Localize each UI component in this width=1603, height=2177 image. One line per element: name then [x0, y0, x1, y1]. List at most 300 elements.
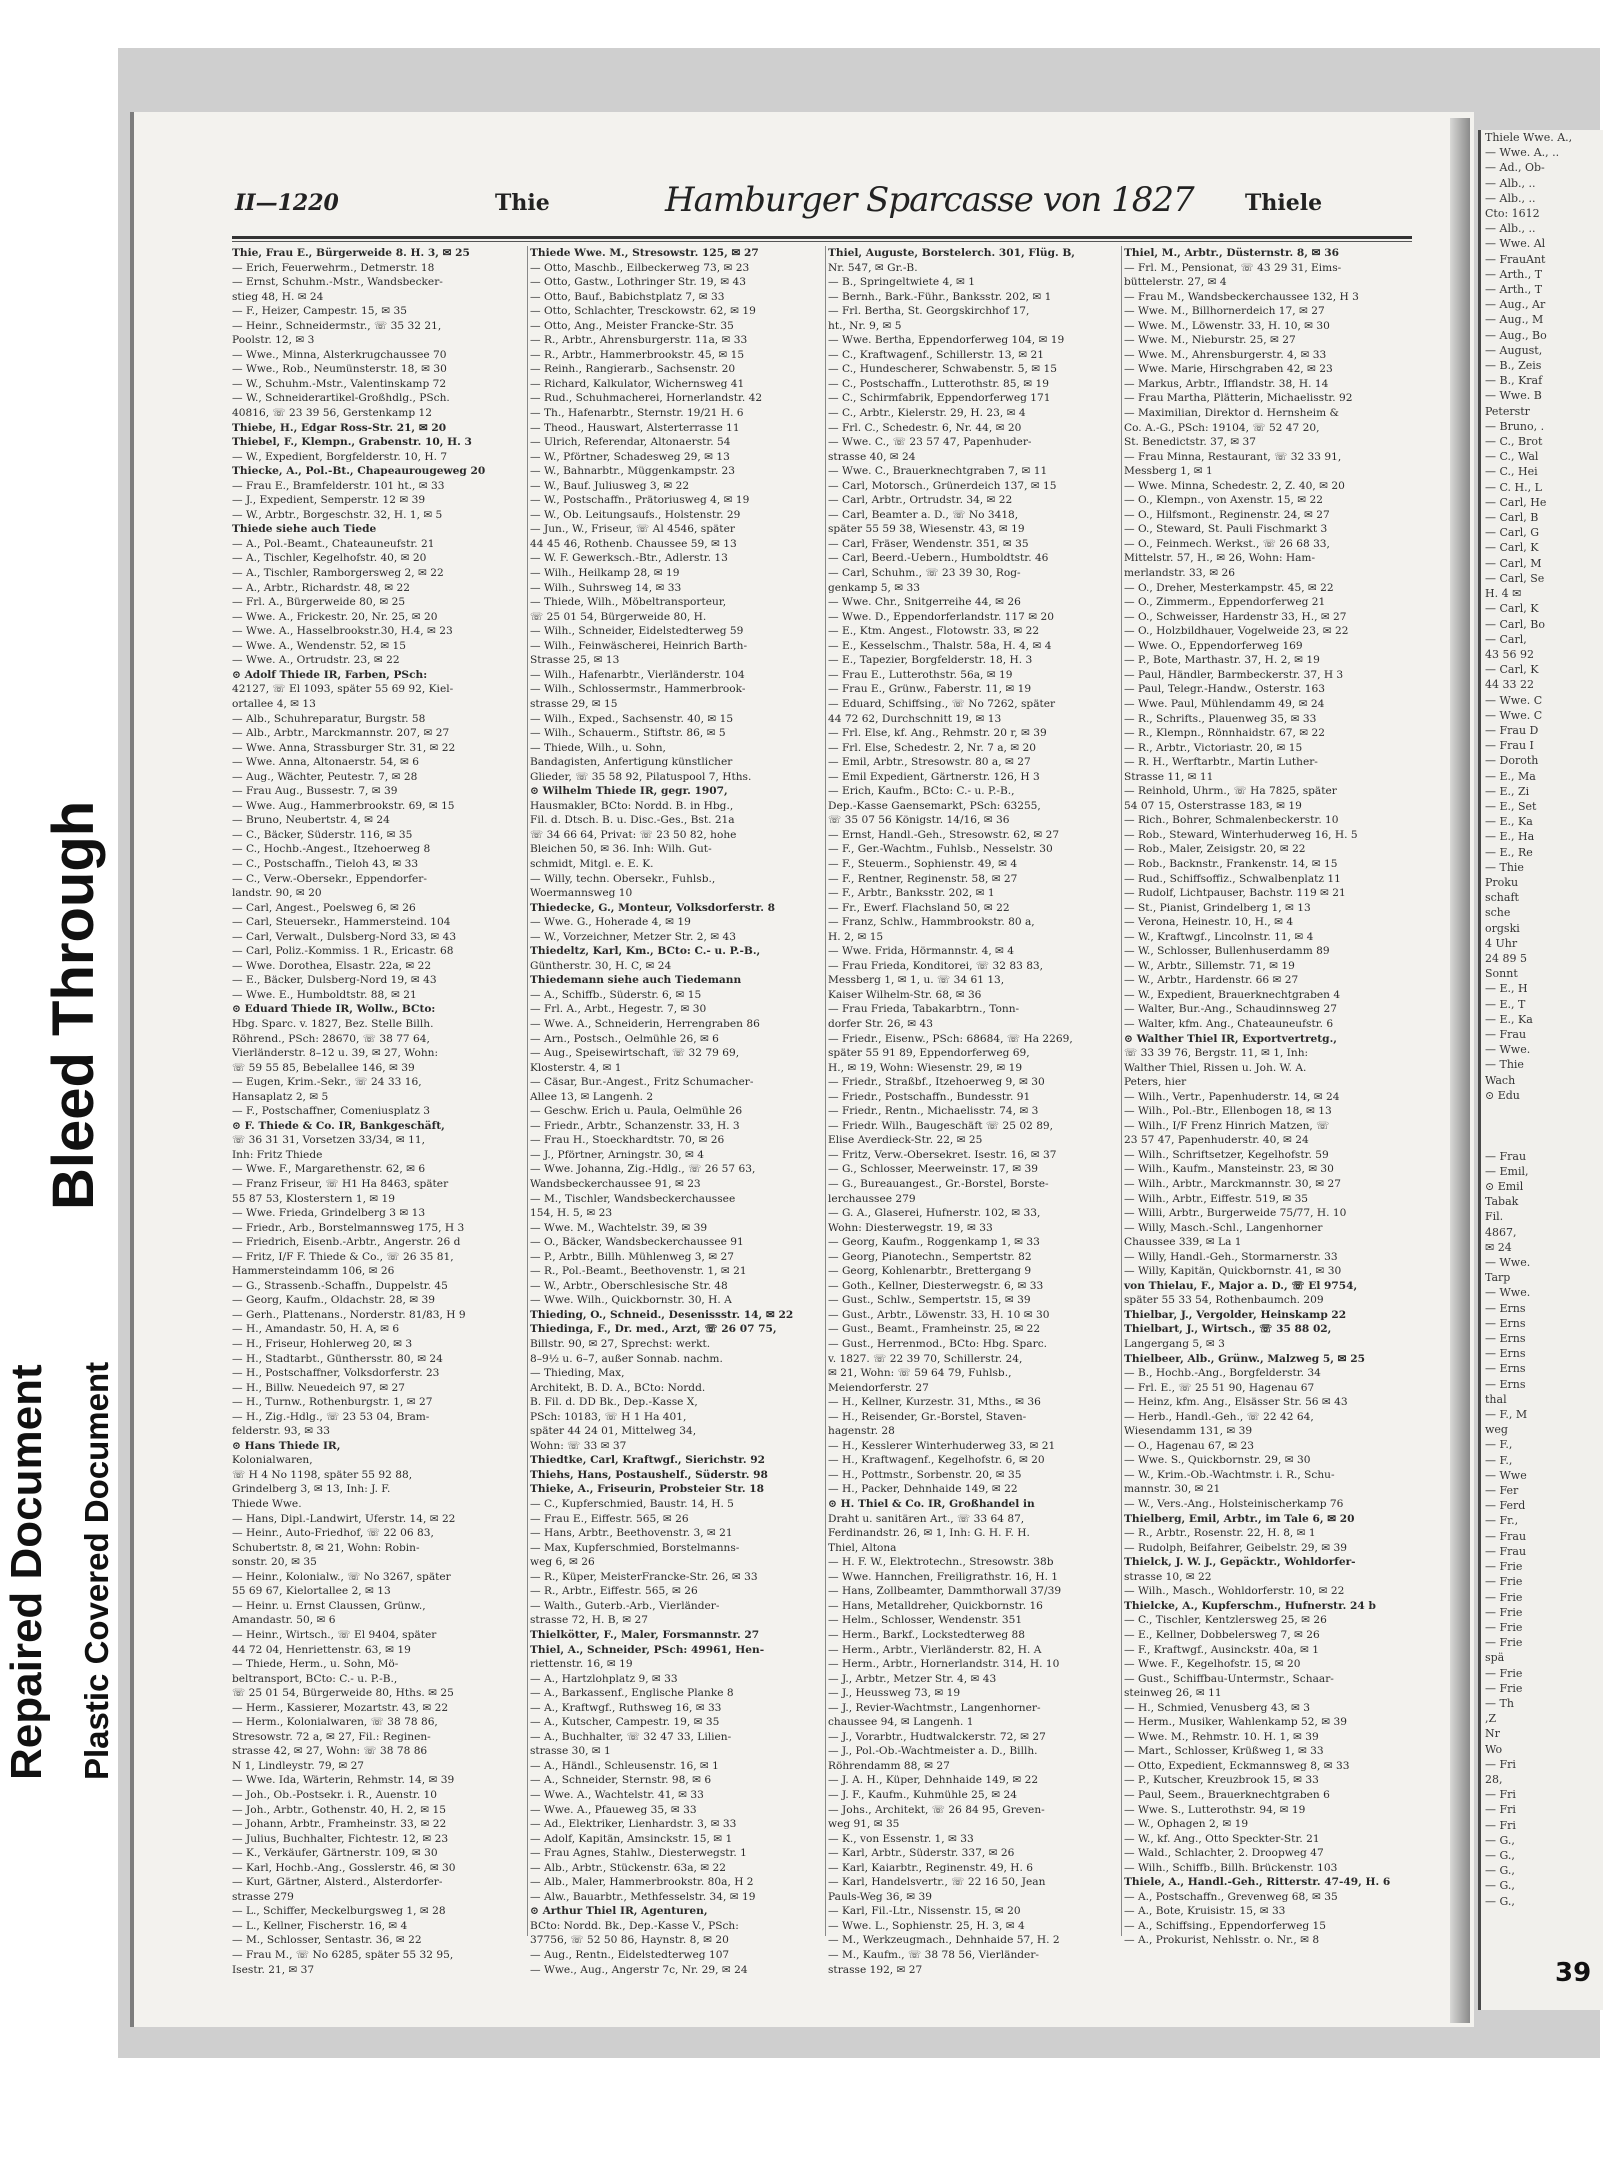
directory-entry-line: ☏ 35 07 56 Königstr. 14/16, ✉ 36: [828, 814, 1010, 827]
directory-entry-line: — Ulrich, Referendar, Altonaerstr. 54: [530, 436, 731, 449]
directory-entry-line: — H., Stadtarbt., Günthersstr. 80, ✉ 24: [232, 1352, 443, 1365]
directory-entry-line: ⊙ Walther Thiel IR, Exportvertretg.,: [1124, 1032, 1337, 1045]
directory-entry-line: — F., Arbtr., Banksstr. 202, ✉ 1: [828, 887, 995, 900]
directory-entry-line: — Wwe. F., Margarethenstr. 62, ✉ 6: [232, 1163, 426, 1176]
directory-entry-line: — J., Revier-Wachtmstr., Langenhorner-: [828, 1701, 1041, 1714]
directory-entry-line: — Thieding, Max,: [530, 1367, 625, 1380]
adjacent-page-line: 24 89 5: [1485, 951, 1527, 965]
adjacent-page-line: — B., Kraf: [1485, 374, 1543, 388]
adjacent-page-line: schaft: [1485, 891, 1519, 905]
directory-entry-line: — W., Kraftwgf., Lincolnstr. 11, ✉ 4: [1124, 930, 1314, 943]
adjacent-page-line: Sonnt: [1485, 967, 1518, 981]
adjacent-page-line: — Aug., Bo: [1485, 328, 1547, 342]
directory-entry-line: — Frau E., Lutterothstr. 56a, ✉ 19: [828, 668, 1013, 681]
adjacent-page-line: — Frie: [1485, 1605, 1523, 1619]
directory-entry-line: — Georg, Pianotechn., Sempertstr. 82: [828, 1250, 1032, 1263]
directory-entry-line: 42127, ☏ El 1093, später 55 69 92, Kiel-: [232, 683, 454, 696]
adjacent-page-line: — G.,: [1485, 1833, 1515, 1847]
directory-entry-line: — Mart., Schlosser, Krüßweg 1, ✉ 33: [1124, 1745, 1324, 1758]
directory-entry-line: — Herm., Kassierer, Mozartstr. 43, ✉ 22: [232, 1701, 449, 1714]
directory-entry-line: Thie, Frau E., Bürgerweide 8. H. 3, ✉ 25: [232, 247, 470, 259]
directory-entry-line: — Otto, Bauf., Babichstplatz 7, ✉ 33: [530, 290, 725, 303]
adjacent-page-line: — Carl,: [1485, 632, 1527, 646]
directory-entry-line: Bleichen 50, ✉ 36. Inh: Wilh. Gut-: [530, 843, 712, 856]
directory-entry-line: — H., Amandastr. 50, H. A, ✉ 6: [232, 1323, 400, 1336]
directory-entry-line: 37756, ☏ 52 50 86, Haynstr. 8, ✉ 20: [530, 1934, 729, 1947]
directory-entry-line: Wandsbeckerchaussee 91, ✉ 23: [530, 1178, 701, 1190]
directory-entry-line: — H., Turnw., Rothenburgstr. 1, ✉ 27: [232, 1396, 433, 1409]
adjacent-page-line: — Wwe. C: [1485, 708, 1543, 722]
directory-entry-line: — Wwe. Frida, Hörmannstr. 4, ✉ 4: [828, 945, 1015, 958]
directory-entry-line: — C., Kraftwagenf., Schillerstr. 13, ✉ 21: [828, 348, 1044, 361]
directory-entry-line: Ferdinandstr. 26, ✉ 1, Inh: G. H. F. H.: [828, 1527, 1030, 1540]
adjacent-page-line: — Wwe. C: [1485, 693, 1543, 707]
directory-entry-line: ⊙ Adolf Thiede IR, Farben, PSch:: [232, 668, 428, 681]
adjacent-page-line: — Erns: [1485, 1332, 1526, 1346]
directory-entry-line: — Thiede, Herm., u. Sohn, Mö-: [232, 1658, 399, 1671]
adjacent-page-line: — Carl, M: [1485, 556, 1542, 570]
directory-entry-line: Thielbart, J., Wirtsch., ☏ 35 88 02,: [1124, 1323, 1332, 1336]
directory-entry-line: — W., kf. Ang., Otto Speckter-Str. 21: [1124, 1832, 1320, 1845]
directory-entry-line: felderstr. 93, ✉ 33: [232, 1425, 330, 1438]
adjacent-page-line: 44 33 22: [1485, 678, 1534, 692]
adjacent-page-line: — C., Brot: [1485, 435, 1543, 449]
directory-entry-line: PSch: 10183, ☏ H 1 Ha 401,: [530, 1410, 687, 1423]
directory-entry-line: — Otto, Gastw., Lothringer Str. 19, ✉ 43: [530, 276, 746, 289]
directory-entry-line: Draht u. sanitären Art., ☏ 33 64 87,: [828, 1512, 1025, 1525]
directory-entry-line: Röhrendamm 88, ✉ 27: [828, 1759, 950, 1772]
adjacent-page-line: [1481, 1103, 1603, 1118]
directory-entry-line: BCto: Nordd. Bk., Dep.-Kasse V., PSch:: [530, 1919, 739, 1932]
column-divider: [825, 246, 826, 1936]
adjacent-page-line: — Frie: [1485, 1575, 1523, 1589]
directory-entry-line: — B., Hochb.-Ang., Borgfelderstr. 34: [1124, 1367, 1321, 1380]
directory-entry-line: — A., Bote, Kruisistr. 15, ✉ 33: [1124, 1905, 1286, 1918]
directory-entry-line: — Frl. A., Arbt., Hegestr. 7, ✉ 30: [530, 1003, 707, 1016]
adjacent-page-line: weg: [1485, 1423, 1508, 1437]
directory-entry-line: — Wwe. Dorothea, Elsastr. 22a, ✉ 22: [232, 959, 432, 972]
directory-entry-line: — Frau Minna, Restaurant, ☏ 32 33 91,: [1124, 450, 1342, 463]
directory-entry-line: — Wilh., Schriftsetzer, Kegelhofstr. 59: [1124, 1148, 1329, 1161]
directory-entry-line: — F., Postschaffner, Comeniusplatz 3: [232, 1105, 430, 1118]
directory-entry-line: Hbg. Sparc. v. 1827, Bez. Stelle Billh.: [232, 1017, 434, 1030]
directory-entry-line: — W., Bahnarbtr., Müggenkampstr. 23: [530, 465, 735, 478]
directory-entry-line: — A., Postschaffn., Grevenweg 68, ✉ 35: [1124, 1890, 1338, 1903]
directory-entry-line: — C., Postschaffn., Lutterothstr. 85, ✉ 19: [828, 377, 1049, 390]
adjacent-page-line: — August,: [1485, 343, 1543, 357]
directory-entry-line: — Wilh., Feinwäscherei, Heinrich Barth-: [530, 639, 748, 652]
directory-entry-line: — Wwe. Anna, Strassburger Str. 31, ✉ 22: [232, 741, 456, 754]
directory-entry-line: — O., Hagenau 67, ✉ 23: [1124, 1439, 1255, 1452]
directory-entry-line: — C., Tischler, Kentzlersweg 25, ✉ 26: [1124, 1614, 1327, 1627]
directory-entry-line: riettenstr. 16, ✉ 19: [530, 1658, 633, 1671]
directory-entry-line: strasse 30, ✉ 1: [530, 1745, 611, 1758]
directory-entry-line: — Wilh., Kaufm., Mansteinstr. 23, ✉ 30: [1124, 1163, 1334, 1176]
directory-entry-line: Wiesendamm 131, ✉ 39: [1124, 1425, 1253, 1438]
adjacent-page-line: — Erns: [1485, 1362, 1526, 1376]
directory-entry-line: — A., Tischler, Kegelhofstr. 40, ✉ 20: [232, 552, 427, 565]
directory-entry-line: — W., Arbtr., Hardenstr. 66 ✉ 27: [1124, 974, 1299, 987]
directory-entry-line: — O., Holzbildhauer, Vogelweide 23, ✉ 22: [1124, 625, 1349, 638]
adjacent-page-line: Tabak: [1485, 1195, 1519, 1209]
adjacent-page-line: — FrauAnt: [1485, 252, 1546, 266]
directory-entry-line: — St., Pianist, Grindelberg 1, ✉ 13: [1124, 901, 1311, 914]
directory-entry-line: Messberg 1, ✉ 1, u. ☏ 34 61 13,: [828, 974, 1005, 987]
adjacent-page-line: — Fri: [1485, 1818, 1516, 1832]
directory-entry-line: — Wwe. Aug., Hammerbrookstr. 69, ✉ 15: [232, 799, 455, 812]
directory-entry-line: — Herb., Handl.-Geh., ☏ 22 42 64,: [1124, 1410, 1314, 1423]
directory-entry-line: — A., Kutscher, Campestr. 19, ✉ 35: [530, 1716, 720, 1729]
directory-entry-line: — Johs., Architekt, ☏ 26 84 95, Greven-: [828, 1803, 1045, 1816]
directory-entry-line: — Wwe. A., Frickestr. 20, Nr. 25, ✉ 20: [232, 610, 438, 623]
directory-entry-line: — P., Bote, Marthastr. 37, H. 2, ✉ 19: [1124, 654, 1320, 667]
directory-entry-line: — Frau Frieda, Tabakarbtrn., Tonn-: [828, 1003, 1020, 1016]
directory-entry-line: — Hans, Arbtr., Beethovenstr. 3, ✉ 21: [530, 1527, 733, 1540]
directory-entry-line: Dep.-Kasse Gaensemarkt, PSch: 63255,: [828, 799, 1041, 812]
adjacent-page-line: — Frau I: [1485, 739, 1534, 753]
adjacent-page-line: H. 4 ✉: [1485, 587, 1522, 601]
directory-entry-line: — Herm., Arbtr., Vierländerstr. 82, H. A: [828, 1643, 1042, 1656]
directory-entry-line: — Wald., Schlachter, 2. Droopweg 47: [1124, 1847, 1324, 1860]
directory-entry-line: — E., Bäcker, Dulsberg-Nord 19, ✉ 43: [232, 974, 437, 987]
adjacent-page-line: — F.,: [1485, 1438, 1513, 1452]
adjacent-page-line: Fil.: [1485, 1210, 1504, 1224]
directory-entry-line: merlandstr. 33, ✉ 26: [1124, 567, 1235, 580]
adjacent-page-line: — C., Hei: [1485, 465, 1538, 479]
adjacent-page-line: — Erns: [1485, 1301, 1526, 1315]
directory-entry-line: beltransport, BCto: C.- u. P.-B.,: [232, 1672, 398, 1685]
column-divider: [1121, 246, 1122, 1936]
directory-entry-line: — Ernst, Schuhm.-Mstr., Wandsbecker-: [232, 276, 443, 289]
directory-entry-line: — Franz Friseur, ☏ H1 Ha 8463, später: [232, 1178, 449, 1190]
adjacent-page-line: — Emil,: [1485, 1164, 1529, 1178]
directory-entry-line: Wohn: ☏ 33 ✉ 37: [530, 1439, 627, 1452]
adjacent-page-line: — G.,: [1485, 1879, 1515, 1893]
directory-entry-line: — Carl, Beamter a. D., ☏ No 3418,: [828, 508, 1019, 521]
directory-entry-line: — Cäsar, Bur.-Angest., Fritz Schumacher-: [530, 1076, 754, 1089]
adjacent-page-line: Peterstr: [1485, 404, 1530, 418]
directory-entry-line: — Otto, Ang., Meister Francke-Str. 35: [530, 319, 734, 332]
directory-entry-line: Strasse 25, ✉ 13: [530, 654, 620, 667]
directory-entry-line: — W., Schlosser, Bullenhuserdamm 89: [1124, 945, 1330, 958]
directory-entry-line: lerchaussee 279: [828, 1192, 916, 1205]
directory-entry-line: — Paul, Händler, Barmbeckerstr. 37, H 3: [1124, 668, 1344, 681]
directory-entry-line: — J., Expedient, Semperstr. 12 ✉ 39: [232, 494, 426, 507]
directory-entry-line: Co. A.-G., PSch: 19104, ☏ 52 47 20,: [1124, 421, 1320, 434]
directory-entry-line: — Julius, Buchhalter, Fichtestr. 12, ✉ 23: [232, 1832, 449, 1845]
directory-entry-line: — W., Arbtr., Borgeschstr. 32, H. 1, ✉ 5: [232, 508, 443, 521]
directory-entry-line: 154, H. 5, ✉ 23: [530, 1207, 613, 1220]
directory-entry-line: — Bernh., Bark.-Führ., Banksstr. 202, ✉ 1: [828, 290, 1052, 303]
directory-entry-line: strasse 192, ✉ 27: [828, 1963, 923, 1976]
directory-entry-line: — O., Feinmech. Werkst., ☏ 26 68 33,: [1124, 537, 1330, 550]
directory-entry-line: ⊙ Hans Thiede IR,: [232, 1439, 341, 1452]
directory-entry-line: — Wwe. A., Pfaueweg 35, ✉ 33: [530, 1803, 697, 1816]
page-number: 39: [1555, 1958, 1592, 1988]
directory-entry-line: Wohn: Diesterwegstr. 19, ✉ 33: [828, 1221, 993, 1234]
directory-entry-line: — Aug., Speisewirtschaft, ☏ 32 79 69,: [530, 1047, 740, 1060]
adjacent-page-line: — Th: [1485, 1696, 1514, 1710]
directory-entry-line: — H., Reisender, Gr.-Borstel, Staven-: [828, 1410, 1027, 1423]
directory-entry-line: — Paul, Telegr.-Handw., Osterstr. 163: [1124, 683, 1326, 696]
directory-entry-line: — Paul, Seem., Brauerknechtgraben 6: [1124, 1788, 1330, 1801]
directory-entry-line: Thiedtke, Carl, Kraftwgf., Sierichstr. 92: [530, 1454, 766, 1467]
directory-entry-line: — J., Arbtr., Metzer Str. 4, ✉ 43: [828, 1672, 997, 1685]
directory-entry-line: — R., Klempn., Rönnhaidstr. 67, ✉ 22: [1124, 727, 1325, 740]
adjacent-page-line: — Fri: [1485, 1803, 1516, 1817]
directory-entry-line: — Wwe. M., Rehmstr. 10. H. 1, ✉ 39: [1124, 1730, 1319, 1743]
directory-entry-line: strasse 10, ✉ 22: [1124, 1570, 1212, 1583]
adjacent-page-line: — Alb., ..: [1485, 176, 1536, 190]
directory-entry-line: — K., Verkäufer, Gärtnerstr. 109, ✉ 30: [232, 1847, 438, 1860]
directory-entry-line: — Wwe. M., Nieburstr. 25, ✉ 27: [1124, 334, 1296, 347]
directory-entry-line: — A., Arbtr., Richardstr. 48, ✉ 22: [232, 581, 411, 594]
directory-entry-line: — Rudolph, Beifahrer, Geibelstr. 29, ✉ 39: [1124, 1541, 1347, 1554]
directory-entry-line: — J. A. H., Küper, Dehnhaide 149, ✉ 22: [828, 1774, 1039, 1787]
header-rule-thin: [232, 241, 1412, 242]
adjacent-page-line: — Frie: [1485, 1620, 1523, 1634]
directory-entry-line: — Wilh., Schauerm., Stiftstr. 86, ✉ 5: [530, 727, 726, 740]
directory-entry-line: — Wilh., I/F Frenz Hinrich Matzen, ☏: [1124, 1119, 1330, 1132]
adjacent-page-line: — Arth., T: [1485, 267, 1543, 281]
directory-entry-line: — Walter, kfm. Ang., Chateauneufstr. 6: [1124, 1017, 1334, 1030]
directory-entry-line: — Aug., Rentn., Eidelstedterweg 107: [530, 1948, 730, 1961]
directory-entry-line: — Carl, Arbtr., Ortrudstr. 34, ✉ 22: [828, 494, 1013, 507]
directory-entry-line: — Otto, Schlachter, Tresckowstr. 62, ✉ 19: [530, 305, 756, 318]
adjacent-page-line: — Frau: [1485, 1027, 1527, 1041]
directory-entry-line: — Herm., Arbtr., Hornerlandstr. 314, H. 10: [828, 1658, 1060, 1671]
directory-entry-line: — Wwe. Marie, Hirschgraben 42, ✉ 23: [1124, 363, 1333, 376]
directory-entry-line: — Willy, Masch.-Schl., Langenhorner: [1124, 1221, 1323, 1234]
directory-entry-line: — H., Billw. Neuedeich 97, ✉ 27: [232, 1381, 405, 1394]
directory-entry-line: — A., Barkassenf., Englische Planke 8: [530, 1687, 734, 1700]
directory-entry-line: — H., Kraftwagenf., Kegelhofstr. 6, ✉ 20: [828, 1454, 1045, 1467]
directory-entry-line: Kolonialwaren,: [232, 1454, 313, 1467]
directory-entry-line: Walther Thiel, Rissen u. Joh. W. A.: [1124, 1061, 1307, 1074]
adjacent-page-line: — Fri: [1485, 1788, 1516, 1802]
directory-entry-line: Chaussee 339, ✉ La 1: [1124, 1236, 1242, 1249]
directory-entry-line: ☏ 25 01 54, Bürgerweide 80, H.: [530, 610, 707, 623]
directory-entry-line: — Wwe. Minna, Schedestr. 2, Z. 40, ✉ 20: [1124, 479, 1345, 492]
directory-entry-line: Thiebel, F., Klempn., Grabenstr. 10, H. 3: [232, 436, 472, 449]
directory-entry-line: ✉ 21, Wohn: ☏ 59 64 79, Fuhlsb.,: [828, 1367, 1012, 1380]
directory-entry-line: — Ad., Elektriker, Lienhardstr. 3, ✉ 33: [530, 1818, 737, 1831]
adjacent-page-line: ✉ 24: [1485, 1240, 1512, 1254]
adjacent-page-line: ,Z: [1485, 1712, 1497, 1726]
adjacent-page-line: — Fri: [1485, 1757, 1516, 1771]
adjacent-page-line: — B., Zeis: [1485, 359, 1542, 373]
directory-entry-line: Thiehs, Hans, Postaushelf., Süderstr. 98: [530, 1468, 768, 1481]
directory-entry-line: Poolstr. 12, ✉ 3: [232, 334, 315, 347]
directory-entry-line: — Friedr., Arb., Borstelmannsweg 175, H 3: [232, 1221, 465, 1234]
directory-entry-line: — P., Kutscher, Kreuzbrook 15, ✉ 33: [1124, 1774, 1319, 1787]
directory-entry-line: — Helm., Schlosser, Wendenstr. 351: [828, 1614, 1023, 1627]
directory-entry-line: — H., Postschaffner, Volksdorferstr. 23: [232, 1367, 440, 1380]
directory-entry-line: — Wilh., Schlossermstr., Hammerbrook-: [530, 683, 746, 696]
bleed-through-label: Bleed Through: [41, 800, 106, 1210]
directory-entry-line: — C., Verw.-Obersekr., Eppendorfer-: [232, 872, 427, 885]
directory-entry-line: — Carl, Poliz.-Kommiss. 1 R., Ericastr. 68: [232, 945, 454, 958]
directory-entry-line: N 1, Lindleystr. 79, ✉ 27: [232, 1759, 365, 1772]
directory-entry-line: Hausmakler, BCto: Nordd. B. in Hbg.,: [530, 799, 734, 812]
directory-entry-line: — A., Händl., Schleusenstr. 16, ✉ 1: [530, 1759, 719, 1772]
directory-entry-line: — Karl, Hochb.-Ang., Gosslerstr. 46, ✉ 30: [232, 1861, 456, 1874]
directory-column-4: [1124, 246, 1419, 1946]
adjacent-page-line: [1481, 1133, 1603, 1148]
directory-entry-line: — Friedr. Wilh., Baugeschäft ☏ 25 02 89,: [828, 1119, 1054, 1132]
directory-entry-line: — H., Schmied, Venusberg 43, ✉ 3: [1124, 1701, 1311, 1714]
directory-entry-line: — Rudolf, Lichtpauser, Bachstr. 119 ✉ 21: [1124, 887, 1346, 900]
directory-entry-line: — L., Schiffer, Meckelburgsweg 1, ✉ 28: [232, 1905, 446, 1918]
directory-entry-line: — Alb., Arbtr., Marckmannstr. 207, ✉ 27: [232, 727, 450, 740]
adjacent-page-line: — E., Ka: [1485, 1012, 1533, 1026]
directory-entry-line: — Willy, Handl.-Geh., Stormarnerstr. 33: [1124, 1250, 1338, 1263]
directory-entry-line: — E., Kesselschm., Thalstr. 58a, H. 4, ✉ 4: [828, 639, 1052, 652]
directory-entry-line: — R., Arbtr., Hammerbrookstr. 45, ✉ 15: [530, 348, 745, 361]
adjacent-page-line: Nr: [1485, 1727, 1500, 1741]
directory-entry-line: — Frau E., Bramfelderstr. 101 ht., ✉ 33: [232, 479, 445, 492]
directory-column-2: [530, 246, 825, 1976]
directory-entry-line: H. 2, ✉ 15: [828, 930, 884, 943]
directory-entry-line: — G., Bureauangest., Gr.-Borstel, Borste-: [828, 1178, 1049, 1190]
directory-entry-line: — Wilh., Arbtr., Eiffestr. 519, ✉ 35: [1124, 1192, 1309, 1205]
directory-entry-line: — Wwe. Chr., Snitgerreihe 44, ✉ 26: [828, 596, 1021, 609]
directory-entry-line: — A., Prokurist, Nehlsstr. o. Nr., ✉ 8: [1124, 1934, 1320, 1947]
directory-entry-line: — Joh., Arbtr., Gothenstr. 40, H. 2, ✉ 15: [232, 1803, 446, 1816]
adjacent-page-line: — G.,: [1485, 1864, 1515, 1878]
adjacent-page-line: — Wwe. Al: [1485, 237, 1546, 251]
directory-entry-line: — Friedrich, Eisenb.-Arbtr., Angerstr. 26 d: [232, 1236, 461, 1249]
directory-entry-line: — M., Schlosser, Sentastr. 36, ✉ 22: [232, 1934, 422, 1947]
directory-entry-line: 40816, ☏ 23 39 56, Gerstenkamp 12: [232, 407, 432, 420]
directory-entry-line: — J., Heussweg 73, ✉ 19: [828, 1687, 961, 1700]
directory-entry-line: — Karl, Fil.-Ltr., Nissenstr. 15, ✉ 20: [828, 1905, 1021, 1918]
page-header: [225, 180, 1415, 236]
directory-entry-line: — Frl. M., Pensionat, ☏ 43 29 31, Eims-: [1124, 261, 1342, 274]
adjacent-page-line: sche: [1485, 906, 1511, 920]
directory-entry-line: — H., Pottmstr., Sorbenstr. 20, ✉ 35: [828, 1468, 1022, 1481]
adjacent-page-line: — Fr.,: [1485, 1514, 1519, 1528]
adjacent-page-line: — Carl, B: [1485, 511, 1539, 525]
directory-entry-line: — Georg, Kaufm., Roggenkamp 1, ✉ 33: [828, 1236, 1040, 1249]
directory-entry-line: — Herm., Kolonialwaren, ☏ 38 78 86,: [232, 1716, 438, 1729]
directory-entry-line: Hansaplatz 2, ✉ 5: [232, 1090, 329, 1103]
directory-entry-line: — Heinr., Wirtsch., ☏ El 9404, später: [232, 1628, 437, 1641]
adjacent-page-line: — Doroth: [1485, 754, 1539, 768]
directory-entry-line: — Frau M., ☏ No 6285, später 55 32 95,: [232, 1948, 454, 1961]
directory-entry-line: — Wwe. M., Ahrensburgerstr. 4, ✉ 33: [1124, 348, 1327, 361]
adjacent-page-line: — E., Ka: [1485, 815, 1533, 829]
directory-entry-line: — Goth., Kellner, Diesterwegstr. 6, ✉ 33: [828, 1279, 1044, 1292]
directory-column-3: [828, 246, 1123, 1976]
directory-entry-line: — Wilh., Schneider, Eidelstedterweg 59: [530, 625, 744, 638]
repaired-document-label: Repaired Document: [2, 1364, 51, 1780]
adjacent-page-line: — Thie: [1485, 1058, 1524, 1072]
directory-entry-line: — W. F. Gewerksch.-Btr., Adlerstr. 13: [530, 552, 728, 565]
directory-entry-line: — Wwe. Anna, Altonaerstr. 54, ✉ 6: [232, 756, 419, 769]
directory-entry-line: — W., Vers.-Ang., Holsteinischerkamp 76: [1124, 1498, 1344, 1511]
directory-entry-line: — F., Ger.-Wachtm., Fuhlsb., Nesselstr. 30: [828, 843, 1053, 856]
adjacent-page-line: 28,: [1485, 1772, 1503, 1786]
adjacent-page-line: — Erns: [1485, 1316, 1526, 1330]
directory-entry-line: — Herm., Barkf., Lockstedterweg 88: [828, 1628, 1025, 1641]
directory-entry-line: — Carl, Beerd.-Uebern., Humboldtstr. 46: [828, 552, 1049, 565]
directory-entry-line: ⊙ F. Thiede & Co. IR, Bankgeschäft,: [232, 1119, 445, 1132]
adjacent-page-line: — E., T: [1485, 997, 1526, 1011]
directory-entry-line: — H., Friseur, Hohlerweg 20, ✉ 3: [232, 1338, 413, 1351]
directory-entry-line: — Wwe. Hannchen, Freiligrathstr. 16, H. 1: [828, 1570, 1059, 1583]
directory-entry-line: — Heinr. u. Ernst Claussen, Grünw.,: [232, 1599, 426, 1612]
directory-entry-line: — Alb., Maler, Hammerbrookstr. 80a, H 2: [530, 1876, 754, 1889]
directory-entry-line: Thiel, Altona: [828, 1541, 897, 1554]
directory-entry-line: — Herm., Musiker, Wahlenkamp 52, ✉ 39: [1124, 1716, 1347, 1729]
directory-entry-line: — H., Kellner, Kurzestr. 31, Mths., ✉ 36: [828, 1396, 1041, 1409]
directory-entry-line: von Thielau, F., Major a. D., ☏ El 9754,: [1124, 1279, 1358, 1292]
directory-entry-line: — W., Arbtr., Sillemstr. 71, ✉ 19: [1124, 959, 1295, 972]
directory-entry-line: Thiedecke, G., Monteur, Volksdorferstr. 8: [530, 901, 775, 914]
directory-entry-line: weg 6, ✉ 26: [530, 1556, 595, 1569]
directory-entry-line: — Alw., Bauarbtr., Methfesselstr. 34, ✉ 19: [530, 1890, 756, 1903]
adjacent-page-line: — Bruno, .: [1485, 419, 1545, 433]
directory-entry-line: Thiede siehe auch Tiede: [232, 523, 377, 536]
directory-entry-line: — F., Rentner, Reginenstr. 58, ✉ 27: [828, 872, 1018, 885]
directory-entry-line: — R., Arbtr., Ahrensburgerstr. 11a, ✉ 33: [530, 334, 748, 347]
directory-entry-line: St. Benedictstr. 37, ✉ 37: [1124, 436, 1257, 449]
directory-entry-line: B. Fil. d. DD Bk., Dep.-Kasse X,: [530, 1396, 698, 1409]
adjacent-page-line: — E., Ha: [1485, 830, 1535, 844]
directory-entry-line: — Aug., Wächter, Peutestr. 7, ✉ 28: [232, 770, 418, 783]
directory-entry-line: — Gerh., Plattenans., Norderstr. 81/83, H 9: [232, 1308, 466, 1321]
directory-entry-line: — Fritz, I/F F. Thiede & Co., ☏ 26 35 81,: [232, 1250, 454, 1263]
directory-entry-line: chaussee 94, ✉ Langenh. 1: [828, 1716, 974, 1729]
directory-entry-line: Klosterstr. 4, ✉ 1: [530, 1061, 622, 1074]
adjacent-page-line: — Erns: [1485, 1347, 1526, 1361]
adjacent-page-line: — E., H: [1485, 982, 1528, 996]
directory-entry-line: Amandastr. 50, ✉ 6: [232, 1614, 336, 1627]
directory-entry-line: — A., Hartzlohplatz 9, ✉ 33: [530, 1672, 678, 1685]
directory-entry-line: — M., Tischler, Wandsbeckerchaussee: [530, 1192, 736, 1205]
directory-entry-line: — Friedr., Arbtr., Schanzenstr. 33, H. 3: [530, 1119, 740, 1132]
directory-entry-line: Mittelstr. 57, H., ✉ 26, Wohn: Ham-: [1124, 552, 1316, 565]
directory-entry-line: mannstr. 30, ✉ 21: [1124, 1483, 1221, 1496]
directory-entry-line: genkamp 5, ✉ 33: [828, 581, 921, 594]
directory-entry-line: — Heinr., Schneidermstr., ☏ 35 32 21,: [232, 319, 442, 332]
directory-entry-line: — J., Vorarbtr., Hudtwalckerstr. 72, ✉ 27: [828, 1730, 1046, 1743]
directory-entry-line: strasse 40, ✉ 24: [828, 450, 916, 463]
directory-entry-line: — A., Schiffsing., Eppendorferweg 15: [1124, 1919, 1327, 1932]
directory-entry-line: — Heinz, kfm. Ang., Elsässer Str. 56 ✉ 43: [1124, 1396, 1348, 1409]
directory-entry-line: — R., Küper, MeisterFrancke-Str. 26, ✉ 33: [530, 1570, 758, 1583]
adjacent-page-line: Tarp: [1485, 1271, 1511, 1285]
directory-entry-line: Thielck, J. W. J., Gepäcktr., Wohldorfer-: [1124, 1556, 1356, 1569]
directory-entry-line: — Wwe. Ida, Wärterin, Rehmstr. 14, ✉ 39: [232, 1774, 455, 1787]
directory-entry-line: — Alb., Arbtr., Stückenstr. 63a, ✉ 22: [530, 1861, 727, 1874]
directory-entry-line: — Wwe. G., Hoherade 4, ✉ 19: [530, 916, 691, 929]
directory-entry-line: — Walter, Bur.-Ang., Schaudinnsweg 27: [1124, 1003, 1337, 1016]
directory-entry-line: steinweg 26, ✉ 11: [1124, 1687, 1222, 1700]
adjacent-page-line: — C. H., L: [1485, 480, 1542, 494]
adjacent-page-line: — Frau D: [1485, 723, 1539, 737]
directory-entry-line: — W., Krim.-Ob.-Wachtmstr. i. R., Schu-: [1124, 1468, 1335, 1481]
adjacent-page-line: — F., M: [1485, 1408, 1528, 1422]
plastic-covered-label: Plastic Covered Document: [78, 1361, 115, 1780]
directory-entry-line: — R., Pol.-Beamt., Beethovenstr. 1, ✉ 21: [530, 1265, 747, 1278]
directory-entry-line: — Willy, techn. Obersekr., Fuhlsb.,: [530, 872, 716, 885]
directory-entry-line: — Frau Agnes, Stahlw., Diesterwegstr. 1: [530, 1847, 747, 1860]
directory-entry-line: Kaiser Wilhelm-Str. 68, ✉ 36: [828, 988, 982, 1001]
directory-entry-line: Billstr. 90, ✉ 27, Sprechst: werkt.: [530, 1338, 711, 1351]
directory-entry-line: — Reinh., Rangierarb., Sachsenstr. 20: [530, 363, 736, 376]
